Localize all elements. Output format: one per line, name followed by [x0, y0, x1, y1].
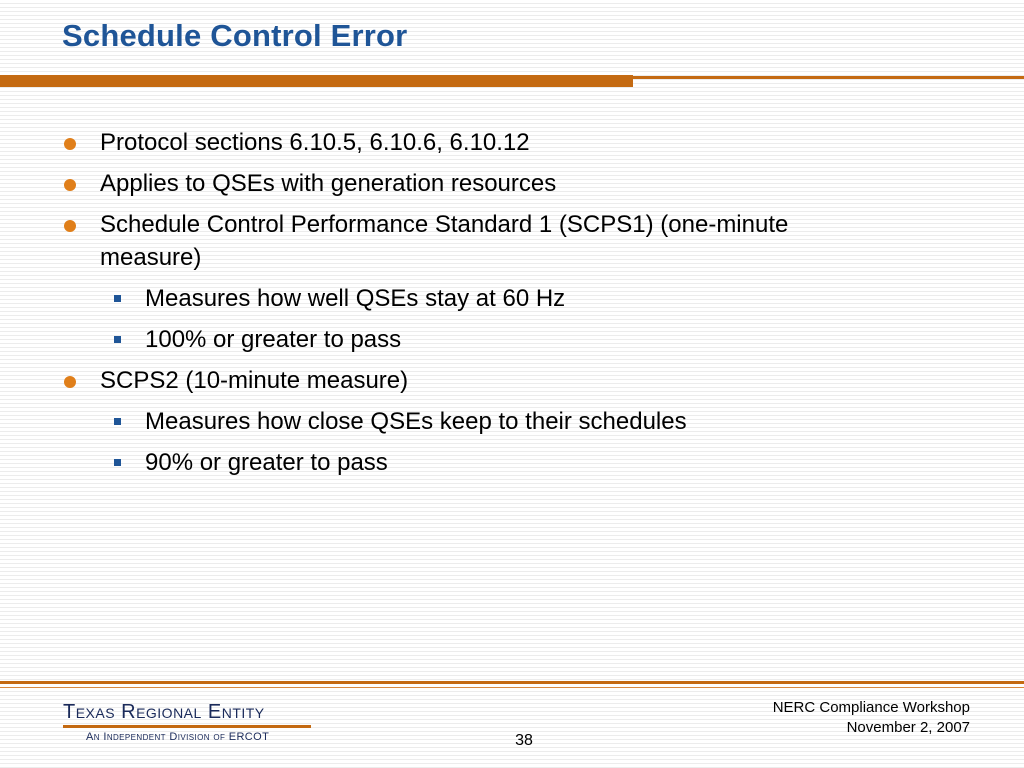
bullet-square-icon — [114, 336, 121, 343]
title-rule-thin — [633, 76, 1024, 79]
bullet-dot-icon — [64, 138, 76, 150]
footer-event-info — [773, 698, 970, 738]
list-item: Applies to QSEs with generation resources — [100, 170, 557, 197]
bullet-square-icon — [114, 459, 121, 466]
logo-name: Texas Regional Entity — [63, 701, 265, 723]
event-name: NERC Compliance Workshop — [772, 699, 970, 716]
logo-underline — [63, 725, 311, 728]
page-number: 38 — [515, 732, 533, 749]
footer-rule-thin — [0, 687, 1024, 688]
bullet-square-icon — [114, 295, 121, 302]
sub-list-item: 90% or greater to pass — [145, 449, 388, 476]
bullet-dot-icon — [64, 179, 76, 191]
slide-title: Schedule Control Error — [62, 18, 408, 53]
list-item: Schedule Control Performance Standard 1 (SCPS1) (one-minute — [100, 211, 789, 238]
list-item: Protocol sections 6.10.5, 6.10.6, 6.10.12 — [100, 129, 530, 156]
bullet-square-icon — [114, 418, 121, 425]
title-rule-thick — [0, 75, 633, 87]
sub-list-item: 100% or greater to pass — [145, 326, 402, 353]
bullet-dot-icon — [64, 220, 76, 232]
sub-list-item: Measures how close QSEs keep to their schedules — [145, 408, 687, 435]
event-date: November 2, 2007 — [846, 719, 970, 736]
sub-list-item: Measures how well QSEs stay at 60 Hz — [145, 285, 566, 312]
bullet-dot-icon — [64, 376, 76, 388]
list-item-continuation: measure) — [100, 244, 202, 271]
texas-regional-entity-logo — [63, 700, 313, 743]
logo-subtitle: An Independent Division of ERCOT — [86, 731, 270, 743]
list-item: SCPS2 (10-minute measure) — [100, 367, 409, 394]
footer-rule — [0, 681, 1024, 684]
